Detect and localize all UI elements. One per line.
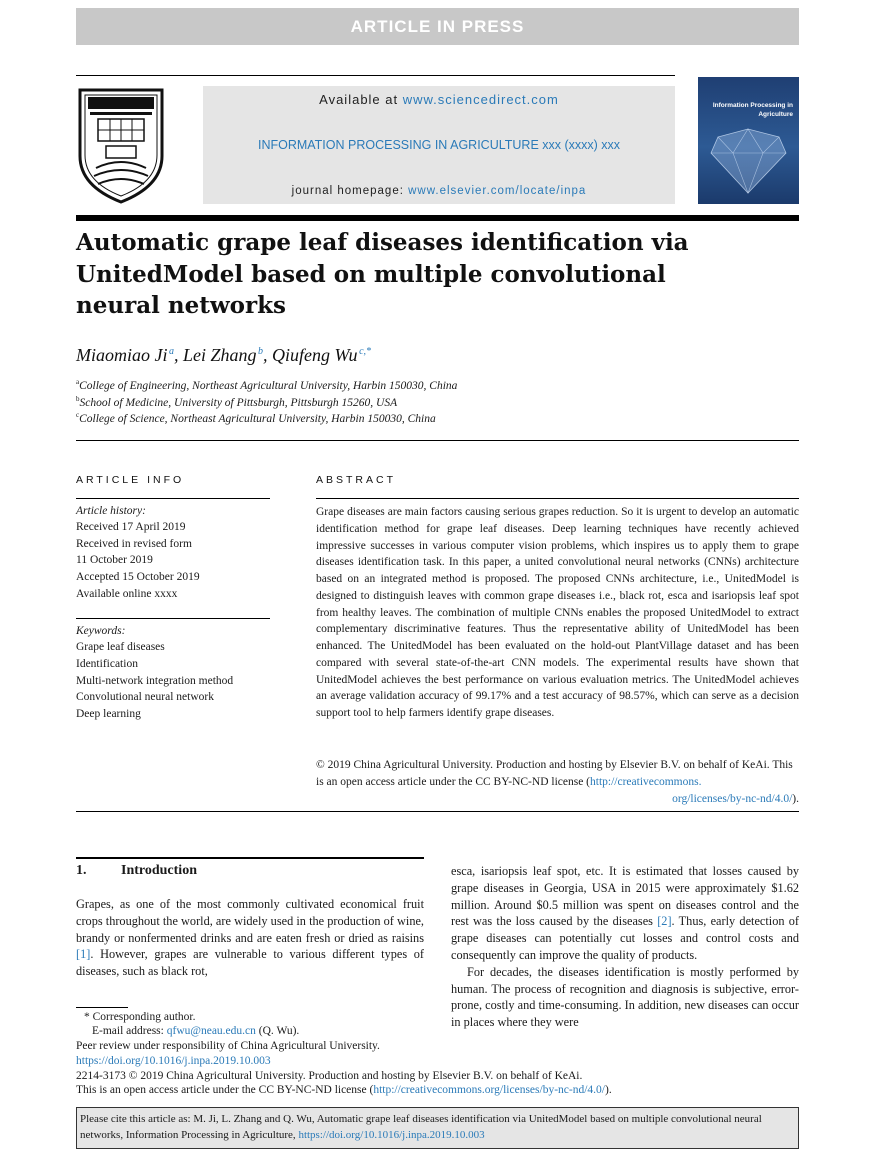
available-prefix: Available at: [319, 92, 403, 107]
history-item: 11 October 2019: [76, 554, 153, 566]
affiliation-text: College of Engineering, Northeast Agricultural University, Harbin 150030, China: [79, 379, 458, 392]
info-rule: [76, 498, 270, 499]
keywords-rule: [76, 618, 270, 619]
affiliation-text: School of Medicine, University of Pittsburgh, Pittsburgh 15260, USA: [79, 396, 398, 409]
article-info-heading: ARTICLE INFO: [76, 474, 185, 486]
keyword: Multi-network integration method: [76, 675, 234, 687]
cover-title: Information Processing in Agriculture: [712, 102, 793, 118]
article-in-press-banner: ARTICLE IN PRESS: [76, 8, 799, 45]
keywords-label: Keywords:: [76, 625, 126, 637]
author-name: Lei Zhang: [183, 345, 257, 365]
history-item: Accepted 15 October 2019: [76, 571, 200, 583]
intro-heading: [76, 863, 197, 879]
sciencedirect-link[interactable]: www.sciencedirect.com: [402, 92, 559, 107]
keyword: Convolutional neural network: [76, 691, 214, 703]
citation-link[interactable]: [1]: [76, 947, 91, 962]
email-label: E-mail address:: [92, 1025, 167, 1037]
cite-doi-link[interactable]: https://doi.org/10.1016/j.inpa.2019.10.003: [298, 1128, 485, 1141]
affiliation-rule: [76, 440, 799, 441]
section-number: 1.: [76, 863, 87, 878]
affiliation-text: College of Science, Northeast Agricultural University, Harbin 150030, China: [79, 412, 436, 425]
author-affil-sup[interactable]: b: [258, 346, 264, 357]
journal-name: INFORMATION PROCESSING IN AGRICULTURE xxx (xxxx) xxx: [257, 138, 621, 152]
intro-paragraph: For decades, the diseases identification is mostly performed by human. The process of recognition and diagnosis is subjective, error-prone, costly and time-consuming. In addition, new diseases can occur in places where they were: [451, 964, 799, 1030]
email-link[interactable]: qfwu@neau.edu.cn: [166, 1025, 256, 1037]
issn-line: 2214-3173 © 2019 China Agricultural University. Production and hosting by Elsevier B.V. on behalf of KeAi.: [76, 1070, 583, 1082]
university-logo: [76, 86, 166, 204]
journal-cover: [698, 77, 799, 204]
intro-text: . Thus, early detection of grape diseases can potentially cut losses and control costs and consequently can improve the quality of products.: [451, 914, 799, 962]
author-list: Miaomiao Ji $^a$, Lei Zhang $^b$, Qiufeng Wu $^{c,*}$: [76, 345, 372, 365]
cite-text: Please cite this article as: M. Ji, L. Zhang and Q. Wu, Automatic grape leaf diseases identification via UnitedModel based on multiple convolutional neural networks, Information Processing in Agriculture,: [80, 1113, 762, 1141]
abstract-bottom-rule: [76, 811, 799, 812]
section-title: Introduction: [121, 863, 197, 878]
history-label: Article history:: [76, 505, 146, 517]
oa-prefix: This is an open access article under the CC BY-NC-ND license (: [76, 1084, 374, 1096]
affiliation-sup: c: [76, 411, 80, 419]
keyword: Grape leaf diseases: [76, 641, 165, 653]
intro-text: esca, isariopsis leaf spot, etc. It is estimated that losses caused by grape diseases in Georgia, USA in 2015 were approximately $1.62 million. Around $0.5 million was spent on diseases control and the rest was the loss caused by the diseases: [451, 864, 799, 929]
copyright-end: ).: [792, 792, 799, 805]
author-affil-sup[interactable]: c,*: [359, 346, 372, 357]
history-item: Available online xxxx: [76, 588, 178, 600]
intro-text: Grapes, as one of the most commonly cultivated economical fruit crops throughout the world, are widely used in the production of wine, brandy or nonfermented drinks and are eaten fresh or dried as raisins: [76, 897, 424, 945]
abstract-heading: ABSTRACT: [316, 474, 397, 486]
license-link-continued[interactable]: org/licenses/by-nc-nd/4.0/: [672, 792, 793, 805]
intro-paragraph: [451, 863, 799, 964]
affiliation: [76, 411, 436, 425]
header-rule: [76, 75, 675, 76]
cover-diamond-graphic: [708, 127, 789, 197]
corresponding-author-note: * Corresponding author.: [84, 1011, 196, 1023]
keyword: Identification: [76, 658, 138, 670]
open-access-line: [76, 1084, 612, 1096]
affiliation-sup: a: [76, 378, 80, 386]
history-item: Received in revised form: [76, 538, 192, 550]
keyword: Deep learning: [76, 708, 141, 720]
footnote-rule: [76, 1007, 128, 1008]
peer-review-note: Peer review under responsibility of China Agricultural University.: [76, 1040, 380, 1052]
license-link[interactable]: http://creativecommons.: [590, 775, 702, 788]
affiliation-sup: b: [76, 395, 80, 403]
journal-info-box: [203, 86, 675, 204]
intro-column-left: [76, 896, 424, 980]
affiliation: [76, 378, 457, 392]
history-item: Received 17 April 2019: [76, 521, 186, 533]
affiliation: [76, 395, 397, 409]
homepage-prefix: journal homepage:: [291, 185, 409, 197]
homepage-link[interactable]: www.elsevier.com/locate/inpa: [408, 185, 587, 197]
intro-column-right: [451, 863, 799, 1031]
email-note: [92, 1025, 299, 1037]
citation-link[interactable]: [2]: [657, 914, 672, 929]
author-affil-sup[interactable]: a: [169, 346, 175, 357]
available-at-line: [203, 92, 675, 107]
doi-link[interactable]: https://doi.org/10.1016/j.inpa.2019.10.003: [76, 1055, 271, 1067]
author-name: Qiufeng Wu: [272, 345, 358, 365]
abstract-copyright: [316, 757, 799, 807]
email-suffix: (Q. Wu).: [255, 1025, 300, 1037]
article-title: Automatic grape leaf diseases identification via UnitedModel based on multiple convolutional neural networks: [76, 229, 689, 319]
author-name: Miaomiao Ji: [76, 345, 168, 365]
title-top-rule: [76, 215, 799, 221]
abstract-text: Grape diseases are main factors causing serious grapes reduction. So it is urgent to develop an automatic identification method for grape leaf diseases. Deep learning techniques have recently achieved impressive successes in various computer vision problems, which inspires us to apply them to grape diseases identification task. In this paper, a united convolutional neural networks (CNNs) architecture based on an integrated method is proposed. The proposed CNNs architecture, i.e., UnitedModel is designed to distinguish leaves with common grape diseases i.e., black rot, esca and isariopsis leaf spot from healthy leaves. The combination of multiple CNNs enables the proposed UnitedModel to extract complementary discriminative features. Thus the representative ability of UnitedModel has been enhanced. The UnitedModel has been evaluated on the hold-out PlantVillage dataset and has been compared with several state-of-the-art CNN models. The experimental results have shown that UnitedModel achieves the best performance on various evaluation metrics. The UnitedModel achieves an average validation accuracy of 99.17% and a test accuracy of 98.57%, which can serve as a decision support tool to help farmers identify grape diseases.: [316, 506, 799, 719]
cite-this-article-box: [76, 1107, 799, 1149]
homepage-line: [203, 185, 675, 197]
intro-text: . However, grapes are vulnerable to various different types of diseases, such as black rot,: [76, 947, 424, 979]
oa-suffix: ).: [604, 1084, 612, 1096]
copyright-text: © 2019 China Agricultural University. Production and hosting by Elsevier B.V. on behalf of KeAi. This is an open access article under the CC BY-NC-ND license (: [316, 759, 793, 788]
oa-license-link[interactable]: http://creativecommons.org/licenses/by-nc-nd/4.0/: [373, 1084, 605, 1096]
abstract-rule: [316, 498, 799, 499]
intro-rule: [76, 857, 424, 859]
